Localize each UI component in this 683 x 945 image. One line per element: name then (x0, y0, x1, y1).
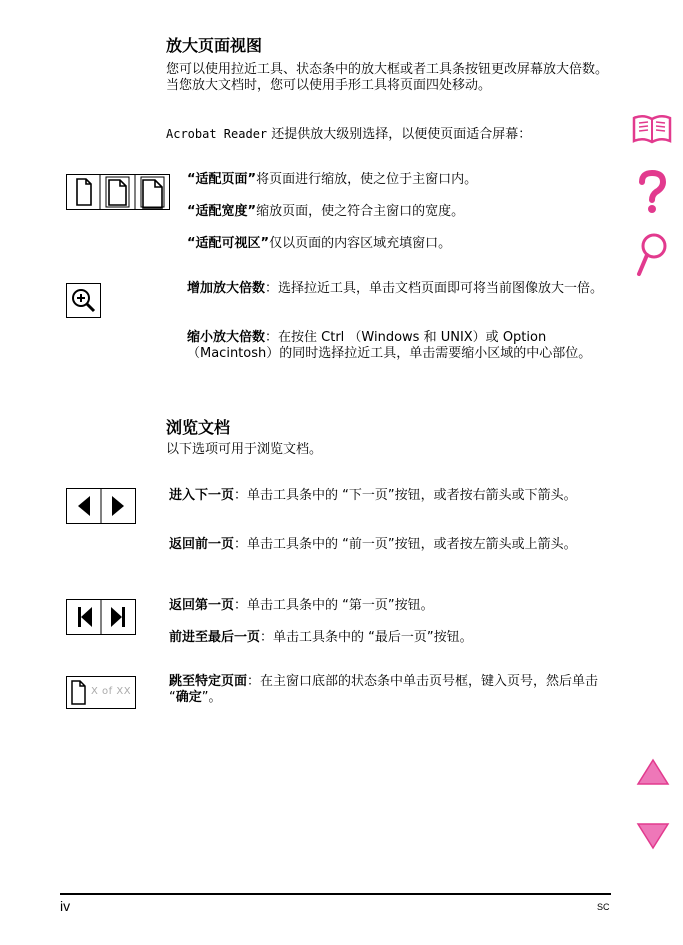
page-box-text: X of XX (91, 686, 132, 697)
search-magnifier-icon[interactable] (636, 232, 668, 278)
book-contents-icon[interactable] (631, 112, 673, 146)
zoom-out-desc: ：在按住 Ctrl （Windows 和 UNIX）或 Option （Macintosh）的同时选择拉近工具，单击需要缩小区域的中心部位。 (187, 330, 592, 361)
next-page-text (169, 488, 607, 504)
last-page-term: 前进至最后一页 (169, 630, 261, 645)
zoom-out-term: 缩小放大倍数 (187, 330, 266, 345)
fit-visible-term: “适配可视区” (187, 236, 270, 251)
zoom-in-desc: ：选择拉近工具，单击文档页面即可将当前图像放大一倍。 (265, 281, 604, 296)
section-title-browse: 浏览文档 (166, 418, 231, 437)
acrobat-name: Acrobat Reader (166, 127, 268, 141)
goto-page-end: ”。 (201, 690, 222, 705)
goto-page-text (169, 674, 611, 706)
fit-visible-text (187, 236, 611, 252)
fit-page-desc: 将页面进行缩放，使之位于主窗口内。 (256, 172, 478, 187)
acrobat-line-rest: 还提供放大级别选择，以便使页面适合屏幕： (267, 127, 532, 142)
next-page-desc: ：单击工具条中的 “下一页”按钮，或者按右箭头或下箭头。 (234, 488, 577, 503)
next-page-term: 进入下一页 (169, 488, 235, 503)
prev-page-term: 返回前一页 (169, 537, 235, 552)
zoom-out-text (187, 330, 607, 362)
right-arrow-icon (112, 496, 124, 516)
first-last-buttons-icon (66, 599, 136, 635)
first-page-arrow-icon (81, 607, 92, 627)
fit-visible-desc: 仅以页面的内容区域充填窗口。 (269, 236, 452, 251)
last-page-desc: ：单击工具条中的 “最后一页”按钮。 (260, 630, 473, 645)
fit-page-term: “适配页面” (187, 172, 257, 187)
page-number: iv (60, 898, 71, 914)
language-code: SC (597, 902, 610, 912)
section-title-zoom: 放大页面视图 (166, 36, 263, 55)
fit-width-text (187, 204, 611, 220)
footer-rule (60, 893, 611, 895)
previous-page-triangle-icon[interactable] (636, 758, 670, 786)
first-page-text (169, 598, 607, 614)
fit-buttons-icon (66, 174, 170, 210)
fit-width-desc: 缩放页面，使之符合主窗口的宽度。 (256, 204, 465, 219)
question-mark-icon[interactable] (637, 170, 667, 216)
prev-page-text (169, 537, 607, 553)
goto-page-term: 跳至特定页面 (169, 674, 248, 689)
fit-page-text (187, 172, 611, 188)
last-page-arrow-icon (111, 607, 122, 627)
browse-intro: 以下选项可用于浏览文档。 (166, 442, 323, 457)
left-arrow-icon (78, 496, 90, 516)
acrobat-line (166, 126, 611, 143)
page-number-box-icon (66, 676, 136, 709)
first-page-desc: ：单击工具条中的 “第一页”按钮。 (234, 598, 434, 613)
prev-next-buttons-icon (66, 488, 136, 524)
prev-page-desc: ：单击工具条中的 “前一页”按钮，或者按左箭头或上箭头。 (234, 537, 577, 552)
goto-confirm-term: 确定 (175, 690, 202, 705)
first-page-term: 返回第一页 (169, 598, 235, 613)
goto-page-desc: ：在主窗口底部的状态条中单击页号框，键入页号，然后单击 “ (169, 674, 599, 705)
last-page-text (169, 630, 607, 646)
fit-width-term: “适配宽度” (187, 204, 257, 219)
zoom-in-text (187, 281, 607, 297)
zoom-intro: 您可以使用拉近工具、状态条中的放大框或者工具条按钮更改屏幕放大倍数。当您放大文档时，您可以使用手形工具将页面四处移动。 (166, 62, 609, 93)
zoom-in-icon (66, 283, 101, 318)
next-page-triangle-icon[interactable] (636, 822, 670, 850)
zoom-in-term: 增加放大倍数 (187, 281, 266, 296)
